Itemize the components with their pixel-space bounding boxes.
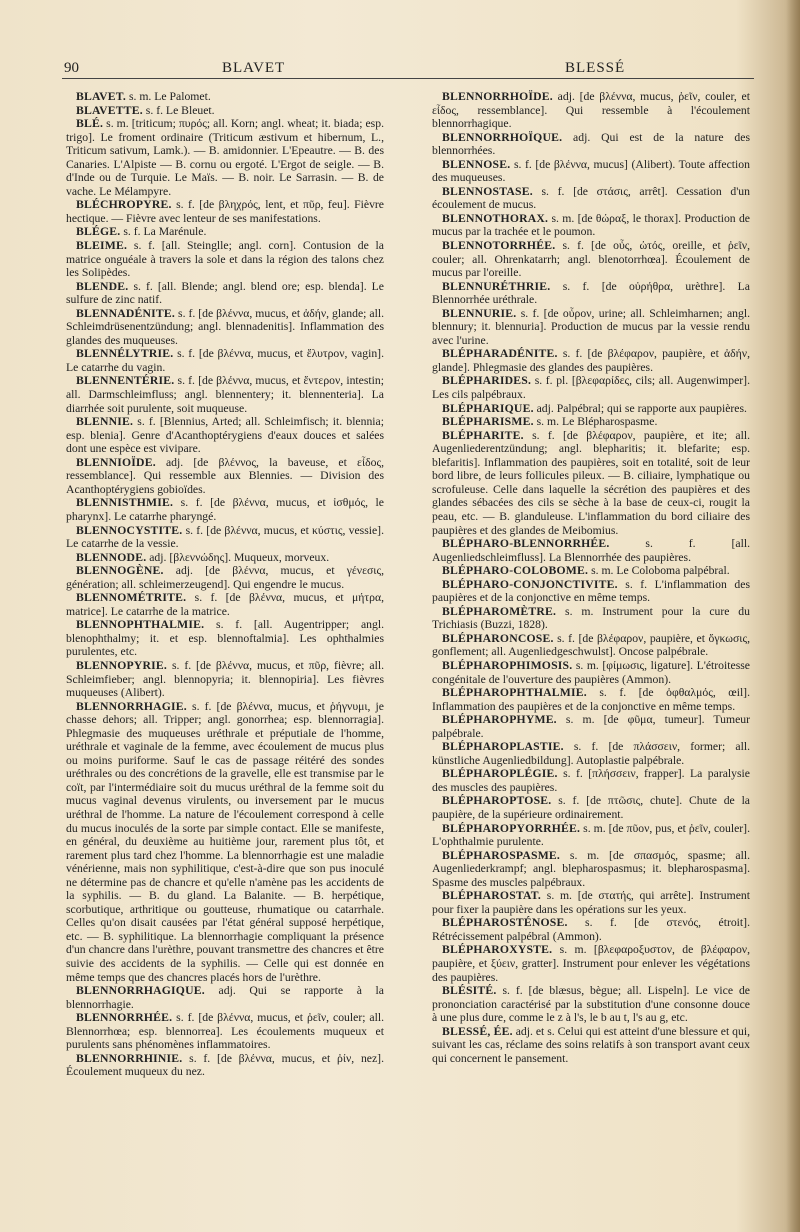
entry-definition: adj. [βλεννώδης]. Muqueux, morveux.	[146, 550, 330, 564]
entry-headword: BLÉPHARITE.	[442, 428, 524, 442]
dictionary-entry	[432, 280, 750, 307]
dictionary-entry	[432, 713, 750, 740]
entry-definition: s. f. [de βλέννα, mucus, et ἔλυτρον, vagin]. Le catarrhe du vagin.	[66, 347, 384, 374]
entry-headword: BLENNORRHOÏDE.	[442, 90, 553, 103]
left-running-title: BLAVET	[222, 60, 286, 76]
entry-headword: BLÉPHARIQUE.	[442, 401, 534, 415]
entry-definition: s. m. [de στατής, qui arrête]. Instrument pour fixer la paupière dans les opérations sur les yeux.	[432, 889, 750, 916]
entry-definition: s. f. [de βλέφαρον, paupière, et ὄγκωσις, gonflement; all. Augenliedgeschwulst]. Oncose palpébrale.	[432, 631, 750, 659]
entry-definition: adj. [de βλέννα, mucus, ῥεῖν, couler, et εἶδος, ressemblance]. Qui ressemble à l'écoulement blennorrhagique.	[432, 90, 750, 131]
dictionary-entry	[432, 374, 750, 401]
entry-headword: BLÉPHAROPHYME.	[442, 713, 557, 727]
entry-definition: adj. [de βλέννα, mucus, et γένεσις, génération; all. schleimerzeugend]. Qui engendre le mucus.	[66, 564, 384, 591]
dictionary-entry	[66, 700, 384, 984]
entry-headword: BLÉPHARO-BLENNORRHÉE.	[442, 537, 610, 551]
entry-headword: BLENNOTHORAX.	[442, 211, 549, 225]
entry-headword: BLENNORRHAGIE.	[76, 699, 187, 713]
dictionary-entry	[432, 740, 750, 767]
entry-definition: adj. Qui est de la nature des blennorrhées.	[432, 130, 750, 158]
entry-headword: BLÉPHARO-COLOBOME.	[442, 564, 589, 578]
entry-headword: BLÉPHAROPHIMOSIS.	[442, 658, 573, 672]
page-edge-shadow	[786, 0, 800, 1232]
entry-definition: s. m. [de φῦμα, tumeur]. Tumeur palpébrale.	[432, 713, 750, 740]
entry-definition: s. m. Le Palomet.	[126, 90, 211, 103]
entry-headword: BLENNENTÉRIE.	[76, 374, 175, 388]
entry-definition: s. m. Le Coloboma palpébral.	[588, 564, 730, 578]
entry-headword: BLENNOGÈNE.	[76, 564, 164, 578]
entry-definition: s. m. Instrument pour la cure du Trichiasis (Buzzi, 1828).	[432, 604, 750, 632]
entry-headword: BLENNOSTASE.	[442, 184, 533, 198]
entry-definition: s. f. [de βλέφαρον, paupière, et ἀδήν, glande]. Phlegmasie des glandes des paupières.	[432, 347, 750, 374]
dictionary-entry	[66, 564, 384, 591]
entry-definition: s. f. Le Bleuet.	[142, 103, 215, 117]
entry-headword: BLENNODE.	[76, 550, 147, 564]
dictionary-entry	[66, 1011, 384, 1052]
entry-headword: BLENNURIE.	[442, 306, 517, 320]
entry-definition: s. f. La Marénule.	[120, 225, 207, 239]
dictionary-entry	[432, 659, 750, 686]
entry-definition: s. f. [πλήσσειν, frapper]. La paralysie des muscles des paupières.	[432, 767, 750, 794]
dictionary-entry	[66, 280, 384, 307]
dictionary-entry	[432, 686, 750, 713]
entry-headword: BLÉPHAROSPASME.	[442, 848, 561, 862]
dictionary-entry	[432, 239, 750, 280]
entry-headword: BLENNISTHMIE.	[76, 496, 174, 510]
entry-headword: BLENNORRHÉE.	[76, 1011, 173, 1025]
entry-headword: BLÉPHAROMÈTRE.	[442, 604, 557, 618]
entry-headword: BLÉPHARADÉNITE.	[442, 347, 558, 361]
entry-headword: BLÉPHARISME.	[442, 415, 534, 429]
dictionary-entry	[432, 578, 750, 605]
entry-definition: s. f. [de ὀφθαλμός, œil]. Inflammation des paupières et de la conjonctive en même temps.	[432, 686, 750, 713]
dictionary-entry	[66, 307, 384, 348]
entry-headword: BLÉPHARIDES.	[442, 374, 532, 388]
entry-headword: BLAVETTE.	[76, 103, 143, 117]
entry-definition: s. f. [all. Blende; angl. blend ore; esp. blenda]. Le sulfure de zinc natif.	[66, 279, 384, 307]
entry-headword: BLENNOSE.	[442, 157, 511, 171]
entry-definition: s. f. [de βλέννα, mucus, et κύστις, vessie]. Le catarrhe de la vessie.	[66, 523, 384, 551]
entry-definition: s. m. [de σπασμός, spasme; all. Augenliederkrampf; angl. blepharospasmus; it. blepharospasma]. Spasme des muscles palpébraux.	[432, 848, 750, 889]
dictionary-entry	[432, 794, 750, 821]
dictionary-entry	[66, 618, 384, 659]
entry-definition: s. f. [de βλέννα, mucus, et ῥίν, nez]. Écoulement muqueux du nez.	[66, 1051, 384, 1079]
header-rule	[62, 78, 754, 79]
dictionary-entry	[66, 225, 384, 239]
dictionary-entry	[432, 90, 750, 131]
entry-definition: s. f. [de πτῶσις, chute]. Chute de la paupière, de la supérieure ordinairement.	[432, 794, 750, 821]
entry-definition: adj. Qui se rapporte à la blennorrhagie.	[66, 984, 384, 1011]
entry-headword: BLÉPHAROPHTHALMIE.	[442, 686, 587, 700]
entry-headword: BLÉSITÉ.	[442, 984, 497, 998]
entry-headword: BLENNORRHOÏQUE.	[442, 130, 563, 144]
dictionary-entry	[66, 374, 384, 415]
dictionary-entry	[66, 659, 384, 700]
entry-headword: BLÉPHAROPLÉGIE.	[442, 767, 558, 781]
entry-headword: BLÉPHARONCOSE.	[442, 631, 554, 645]
dictionary-entry	[66, 984, 384, 1011]
entry-definition: s. m. [triticum; πυρός; all. Korn; angl. wheat; it. biada; esp. trigo]. Le froment ordinaire (Triticum æstivum et hibernum, L., Triticum sativum, Lamk.). — B. amidonnier. L'Epeautre. — B. des Canaries. L'Alpiste — B. cornu ou ergoté. L'Ergot de seigle. — B. d'Inde ou de Turquie. Le Maïs. — B. noir. Le Sarrasin. — B. de vache. Le Mélampyre.	[66, 117, 384, 198]
entry-headword: BLAVET.	[76, 90, 127, 103]
dictionary-entry	[432, 402, 750, 416]
entry-definition: s. f. [de στενός, étroit]. Rétrécissement palpébral (Ammon).	[432, 916, 750, 943]
entry-definition: s. f. [de οὐρήθρα, urèthre]. La Blennorrhée uréthrale.	[432, 279, 750, 307]
entry-definition: s. f. [de πλάσσειν, former; all. künstliche Augenliedbildung]. Autoplastie palpébrale.	[432, 740, 750, 767]
dictionary-entry	[432, 943, 750, 984]
entry-headword: BLÉPHAROPLASTIE.	[442, 740, 564, 754]
entry-headword: BLENNOTORRHÉE.	[442, 239, 556, 253]
dictionary-entry	[432, 849, 750, 890]
dictionary-entry	[432, 158, 750, 185]
entry-headword: BLEIME.	[76, 239, 128, 253]
dictionary-entry	[432, 537, 750, 564]
entry-definition: s. f. [de οὖρον, urine; all. Schleimharnen; angl. blennury; it. blennuria]. Production de mucus par la vessie rendu avec l'urine.	[432, 306, 750, 347]
dictionary-entry	[432, 822, 750, 849]
right-running-title: BLESSÉ	[565, 60, 626, 76]
entry-headword: BLÉPHAROXYSTE.	[442, 943, 553, 957]
entry-definition: s. f. [de blæsus, bègue; all. Lispeln]. Le vice de prononciation caractérisé par la substitution d'une consonne douce à une plus dure, comme le z à l's, le b au t, l's au g, etc.	[432, 984, 750, 1025]
entry-headword: BLENNOPHTHALMIE.	[76, 618, 205, 632]
entry-headword: BLENNOMÉTRITE.	[76, 591, 187, 605]
entry-headword: BLENNOCYSTITE.	[76, 523, 183, 537]
dictionary-entry	[432, 605, 750, 632]
dictionary-entry	[66, 347, 384, 374]
entry-definition: s. m. [φίμωσις, ligature]. L'étroitesse congénitale de l'ouverture des paupières (Ammon).	[432, 658, 750, 686]
entry-definition: s. f. pl. [βλεφαρίδες, cils; all. Augenwimper]. Les cils palpébraux.	[432, 374, 750, 402]
entry-definition: s. f. [de βλέννα, mucus, et πῦρ, fièvre; all. Schleimfieber; angl. blennopyria; it. blennopiria]. Les fièvres muqueuses (Alibert).	[66, 658, 384, 700]
entry-definition: s. m. [de θώραξ, le thorax]. Production de mucus par la trachée et le poumon.	[432, 211, 750, 239]
entry-headword: BLÉPHAROSTÉNOSE.	[442, 916, 568, 930]
dictionary-entry	[432, 131, 750, 158]
entry-headword: BLÉPHAROSTAT.	[442, 889, 542, 903]
entry-definition: s. f. [de βλέννα, mucus] (Alibert). Toute affection des muqueuses.	[432, 157, 750, 185]
dictionary-entry	[432, 347, 750, 374]
dictionary-entry	[66, 496, 384, 523]
entry-headword: BLENNORRHAGIQUE.	[76, 984, 205, 998]
left-column	[66, 90, 384, 1079]
entry-definition: adj. [de βλέννος, la baveuse, et εἶδος, ressemblance]. Qui ressemble aux Blennies. — Division des Acanthoptérygiens gobioïdes.	[66, 455, 384, 496]
entry-definition: s. m. Le Blépharospasme.	[533, 415, 658, 429]
entry-definition: s. m. [βλεφαροξυστον, de βλέφαρον, paupière, et ξύειν, gratter]. Instrument pour enlever les végétations des paupières.	[432, 943, 750, 984]
entry-headword: BLÉPHAROPTOSE.	[442, 794, 552, 808]
entry-definition: s. f. [de οὖς, ὠτός, oreille, et ῥεῖν, couler; all. Ohrenkatarrh; angl. blenotorrhœa]. Écoulement de mucus par l'oreille.	[432, 239, 750, 280]
dictionary-entry	[432, 767, 750, 794]
entry-headword: BLÉGE.	[76, 225, 121, 239]
entry-headword: BLENNURÉTHRIE.	[442, 279, 551, 293]
dictionary-entry	[66, 117, 384, 198]
dictionary-entry	[432, 984, 750, 1025]
entry-definition: s. f. [de βλέφαρον, paupière, et ite; all. Augenliederentzündung; angl. blepharitis; it. blefarite; esp. blefaritis]. Inflammation des paupières, soit en totalité, soit de leur bord libre, de leurs follicules pileux. — B. ciliaire, lymphatique ou scrofuleuse. Celle dans laquelle la sécrétion des paupières et des glandes sébacées des cils se sèche à la base de ceux-ci, rougit la peau, etc. — B. glanduleuse. L'inflammation du bord ciliaire des paupières et des glandes de Meibomius.	[432, 428, 750, 537]
dictionary-entry	[432, 415, 750, 429]
entry-headword: BLÉPHAROPYORRHÉE.	[442, 821, 581, 835]
dictionary-entry	[432, 307, 750, 348]
entry-definition: s. f. [de βλέννα, mucus, et ῥεῖν, couler; all. Blennorrhœa; esp. blennorrea]. Les écoulements muqueux et purulents sans phénomènes inflammatoires.	[66, 1011, 384, 1052]
entry-headword: BLÉCHROPYRE.	[76, 198, 172, 212]
dictionary-entry	[66, 456, 384, 497]
dictionary-entry	[66, 591, 384, 618]
entry-headword: BLESSÉ, ÉE.	[442, 1024, 513, 1038]
entry-definition: s. f. [de βλέννα, mucus, et μήτρα, matrice]. Le catarrhe de la matrice.	[66, 591, 384, 618]
entry-headword: BLÉPHARO-CONJONCTIVITE.	[442, 577, 618, 591]
entry-definition: s. f. [de βλέννα, mucus, et ἔντερον, intestin; all. Darmschleimfluss; angl. blennentery; it. blennenteria]. La diarrhée soit purulente, soit muqueuse.	[66, 374, 384, 415]
dictionary-entry	[66, 524, 384, 551]
dictionary-entry	[432, 916, 750, 943]
entry-definition: s. f. [all. Augentripper; angl. blenophthalmy; it. et esp. blennoftalmia]. Les ophthalmies purulentes, etc.	[66, 618, 384, 659]
entry-definition: adj. Palpébral; qui se rapporte aux paupières.	[533, 401, 747, 415]
entry-headword: BLENNOPYRIE.	[76, 658, 168, 672]
right-column	[432, 90, 750, 1065]
entry-headword: BLENNÉLYTRIE.	[76, 347, 174, 361]
dictionary-entry	[66, 1052, 384, 1079]
dictionary-entry	[432, 185, 750, 212]
entry-definition: s. f. [de βλέννα, mucus, et ἰσθμός, le pharynx]. Le catarrhe pharyngé.	[66, 496, 384, 523]
entry-headword: BLENNIOÏDE.	[76, 455, 156, 469]
entry-definition: s. f. [Blennius, Arted; all. Schleimfisch; it. blennia; esp. blenia]. Genre d'Acanthoptérygiens d'eaux douces et salées dont une espèce est vivipare.	[66, 415, 384, 456]
dictionary-entry	[66, 239, 384, 280]
entry-headword: BLENNORRHINIE.	[76, 1051, 183, 1065]
entry-headword: BLENNADÉNITE.	[76, 306, 176, 320]
dictionary-entry	[432, 632, 750, 659]
dictionary-entry	[66, 104, 384, 118]
dictionary-entry	[66, 415, 384, 456]
dictionary-entry	[432, 889, 750, 916]
entry-definition: s. f. [de βληχρός, lent, et πῦρ, feu]. Fièvre hectique. — Fièvre avec lenteur de ses manifestations.	[66, 198, 384, 225]
dictionary-entry	[432, 429, 750, 537]
entry-definition: s. f. L'inflammation des paupières et de la conjonctive en même temps.	[432, 577, 750, 605]
entry-headword: BLÉ.	[76, 117, 104, 131]
entry-headword: BLENNIE.	[76, 415, 134, 429]
entry-definition: s. f. [de βλέννα, mucus, et ῥήγνυμι, je chasse dehors; all. Tripper; angl. gonorrhea; esp. blennorragia]. Phlegmasie des muqueuses uréthrale et préputiale de l'homme, uréthrale et vaginale de la femme, avec écoulement de mucus plus ou moins puriforme. Sauf le cas de passage réitéré des sondes uréthrales ou des concrétions de la gravelle, elle est transmise par le coït, par l'intermédiaire soit du mucus uréthral de la femme soit du mucus vaginal devenus virulents, ou inversement par le mucus uréthral de l'homme. La nature de l'écoulement correspond à celle du mucus inoculés de la sorte par simple contact. Elle se manifeste, en général, du deuxième au huitième jour, rarement plus tôt, et rarement plus tard chez l'homme. La blennorrhagie est une maladie vénérienne, mais non syphilitique, c'est-à-dire que son pus inoculé ne détermine pas de chancre et qu'elle n'amène pas les accidents de la syphilis. — B. du gland. La Balanite. — B. herpétique, scorbutique, arthritique ou goutteuse, rhumatique ou catarrhale. Celles qu'on disait causées par l'état général supposé herpétique, etc. — B. syphilitique. La blennorrhagie compliquant la présence d'un chancre dans l'urèthre, pouvant transmettre des chancres et être suivie des accidents de la syphilis. — Celle qui est donnée en même temps que des chancres placés hors de l'urèthre.	[66, 699, 384, 984]
dictionary-entry	[432, 212, 750, 239]
entry-definition: s. f. [all. Augenliedschleimfluss]. La Blennorrhée des paupières.	[432, 537, 750, 564]
dictionary-entry	[66, 198, 384, 225]
entry-definition: adj. et s. Celui qui est atteint d'une blessure et qui, suivant les cas, réclame des soins relatifs à son transport avant ceux qui concernent le pansement.	[432, 1024, 751, 1065]
page-number: 90	[64, 60, 79, 76]
dictionary-entry	[432, 1025, 750, 1066]
entry-definition: s. f. [de στάσις, arrêt]. Cessation d'un écoulement de mucus.	[432, 184, 750, 212]
dictionary-entry	[66, 551, 384, 565]
dictionary-entry	[432, 564, 750, 578]
entry-definition: s. f. [de βλέννα, mucus, et ἀδήν, glande; all. Schleimdrüsenentzündung; angl. blennadenitis]. Inflammation des glandes des muqueuses.	[66, 306, 384, 347]
entry-definition: s. f. [all. Steinglle; angl. corn]. Contusion de la matrice onguéale à travers la sole et dans la région des talons chez les Solipèdes.	[66, 239, 384, 280]
entry-headword: BLENDE.	[76, 279, 129, 293]
dictionary-entry	[66, 90, 384, 104]
entry-definition: s. m. [de πῦον, pus, et ῥεῖν, couler]. L'ophthalmie purulente.	[432, 821, 750, 849]
